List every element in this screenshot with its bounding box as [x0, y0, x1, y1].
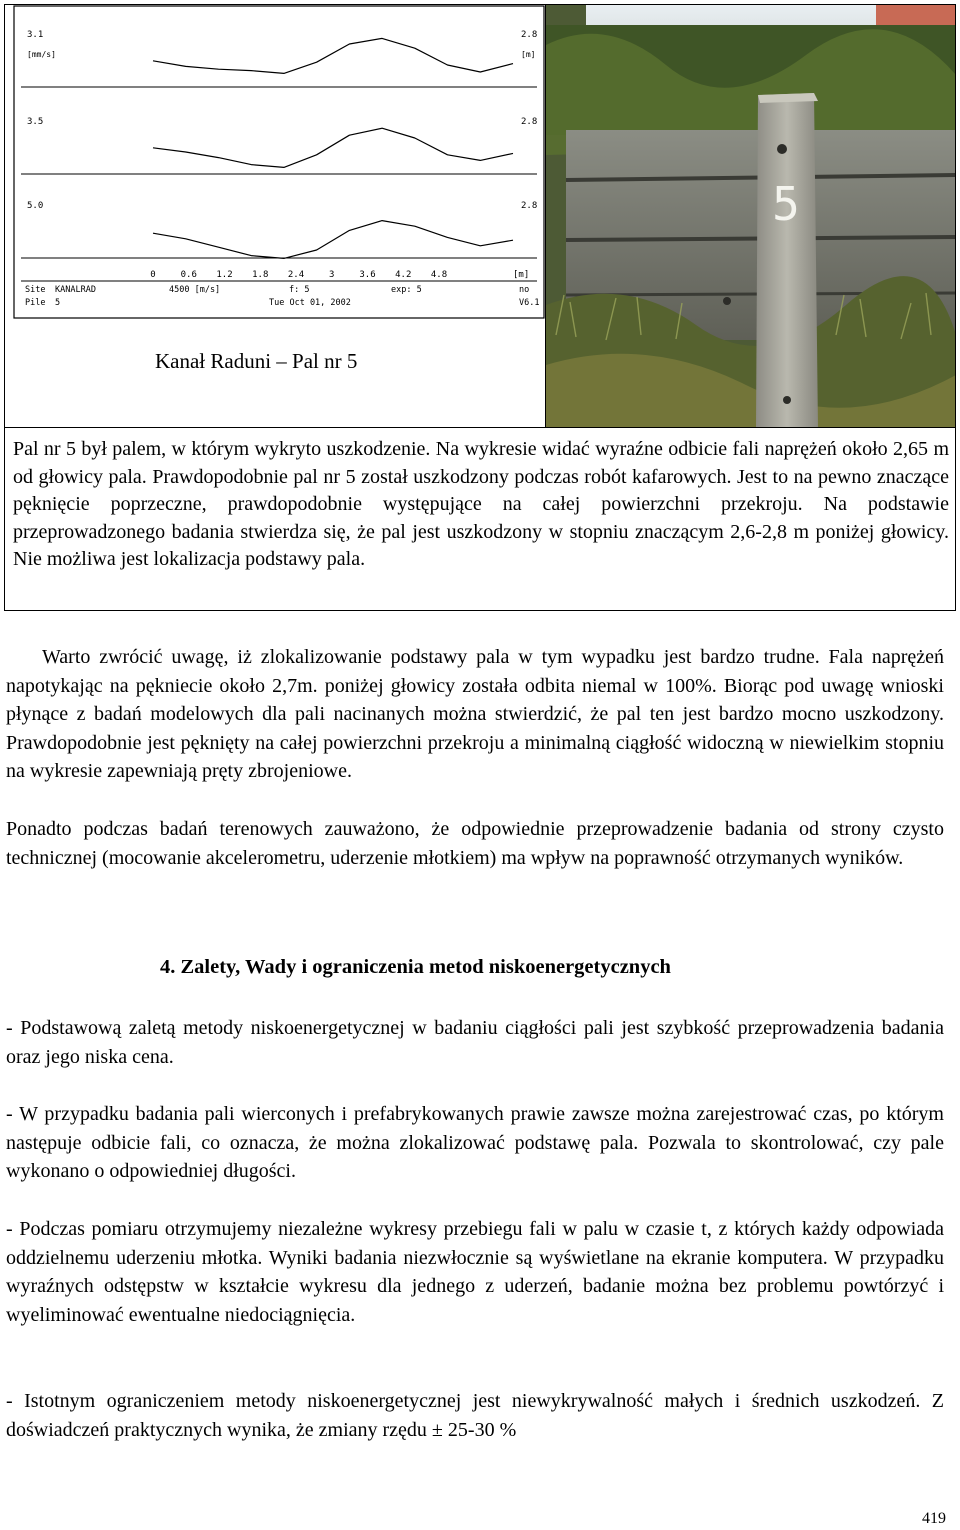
- pile-photo-cell: [546, 4, 956, 428]
- pile-photo: [546, 5, 956, 428]
- paragraph-2: Ponadto podczas badań terenowych zauważono, że odpowiednie przeprowadzenie badania od strony czysto technicznej (mocowanie akcelerometru, uderzenie młotkiem) ma wpływ na poprawność otrzymanych wyników.: [6, 818, 944, 869]
- x-tick-label: 2.4: [287, 270, 305, 280]
- x-unit-label: [m]: [513, 270, 530, 280]
- speed-value: 4500 [m/s]: [169, 285, 221, 295]
- x-tick-label: 0: [150, 270, 156, 280]
- site-value: KANALRAD: [55, 285, 96, 295]
- pit-chart-svg: [13, 5, 545, 319]
- pit-chart: [13, 5, 545, 319]
- figure-description: Pal nr 5 był palem, w którym wykryto uszkodzenie. Na wykresie widać wyraźne odbicie fali naprężeń około 2,65 m od głowicy pala. Prawdopodobnie pal nr 5 został uszkodzony podczas robót kafarowych. Jest to na pewno znaczące pęknięcie poprzeczne, prawdopodobnie występujące na całej powierzchni przekroju. Na podstawie przeprowadzonego badania stwierdza się, że pal jest uszkodzony w stopniu znaczącym 2,6-2,8 m poniżej głowicy. Nie możliwa jest lokalizacja podstawy pala.: [13, 438, 949, 570]
- figure-caption: Kanał Raduni – Pal nr 5: [155, 349, 358, 373]
- x-tick-label: 4.8: [430, 270, 448, 280]
- x-tick-label: 1.8: [252, 270, 269, 280]
- pile-label: Pile: [25, 298, 46, 308]
- trace-scale-label: 3.5: [27, 117, 44, 127]
- x-tick-label: 3.6: [359, 270, 376, 280]
- date-value: Tue Oct 01, 2002: [269, 298, 351, 308]
- bullet-1: - Podstawową zaletą metody niskoenergetycznej w badaniu ciągłości pali jest szybkość przeprowadzenia badania oraz jego niska cena.: [6, 1017, 944, 1068]
- x-tick-label: 1.2: [216, 270, 233, 280]
- no-value: no: [519, 285, 530, 295]
- trace-right-label: 2.8: [521, 201, 538, 211]
- f-value: f: 5: [289, 285, 310, 295]
- pile-value: 5: [55, 298, 61, 308]
- section-heading: 4. Zalety, Wady i ograniczenia metod niskoenergetycznych: [160, 956, 671, 978]
- page-number: 419: [922, 1510, 946, 1527]
- site-label: Site: [25, 285, 46, 295]
- trace-right-unit: [m]: [521, 50, 536, 59]
- bullet-4: - Istotnym ograniczeniem metody niskoenergetycznej jest niewykrywalność małych i średnich uszkodzeń. Z doświadczeń praktycznych wynika, że zmiany rzędu ± 25-30 %: [6, 1390, 944, 1441]
- x-tick-label: 0.6: [180, 270, 197, 280]
- figure-description-cell: [4, 428, 956, 611]
- paragraph-1: [6, 643, 944, 786]
- trace-scale-label: 3.1: [27, 30, 44, 40]
- figure-chart-cell: [4, 4, 546, 428]
- version-value: V6.1: [519, 298, 540, 308]
- x-tick-label: 3: [329, 270, 335, 280]
- figure-table: [4, 4, 956, 611]
- trace-right-label: 2.8: [521, 117, 538, 127]
- x-tick-label: 4.2: [395, 270, 412, 280]
- trace-scale-label: 5.0: [27, 201, 44, 211]
- trace-unit-label: [mm/s]: [27, 50, 56, 59]
- exp-value: exp: 5: [391, 285, 422, 295]
- pile-number-label: 5: [772, 177, 800, 231]
- trace-right-label: 2.8: [521, 30, 538, 40]
- bullet-3: - Podczas pomiaru otrzymujemy niezależne wykresy przebiegu fali w palu w czasie t, z których każdy odpowiada oddzielnemu uderzeniu młotka. Wyniki badania niezwłocznie są wyświetlane na ekranie komputera. W przypadku wyraźnych odstępstw w kształcie wykresu dla jednego z uderzeń, badanie można bez problemu powtórzyć i wyeliminować ewentualne niedociągnięcia.: [6, 1218, 944, 1326]
- bullet-2: - W przypadku badania pali wierconych i prefabrykowanych prawie zawsze można zarejestrować czas, po którym następuje odbicie fali, co oznacza, że można zlokalizować podstawę pala. Pozwala to skontrolować, czy pale wykonano o odpowiedniej długości.: [6, 1103, 944, 1183]
- paragraph-1-text: Warto zwrócić uwagę, iż zlokalizowanie podstawy pala w tym wypadku jest bardzo trudne. Fala naprężeń napotykając na pękniecie około 2,7m. poniżej głowicy została odbita niemal w 100%. Biorąc pod uwagę wnioski płynące z badań modelowych dla pali nacinanych można stwierdzić, że pal ten jest bardzo mocno uszkodzony. Prawdopodobnie jest pęknięty na całej powierzchni przekroju a minimalną ciągłość widoczną w niewielkim stopniu na wykresie zapewniają pręty zbrojeniowe.: [6, 646, 944, 783]
